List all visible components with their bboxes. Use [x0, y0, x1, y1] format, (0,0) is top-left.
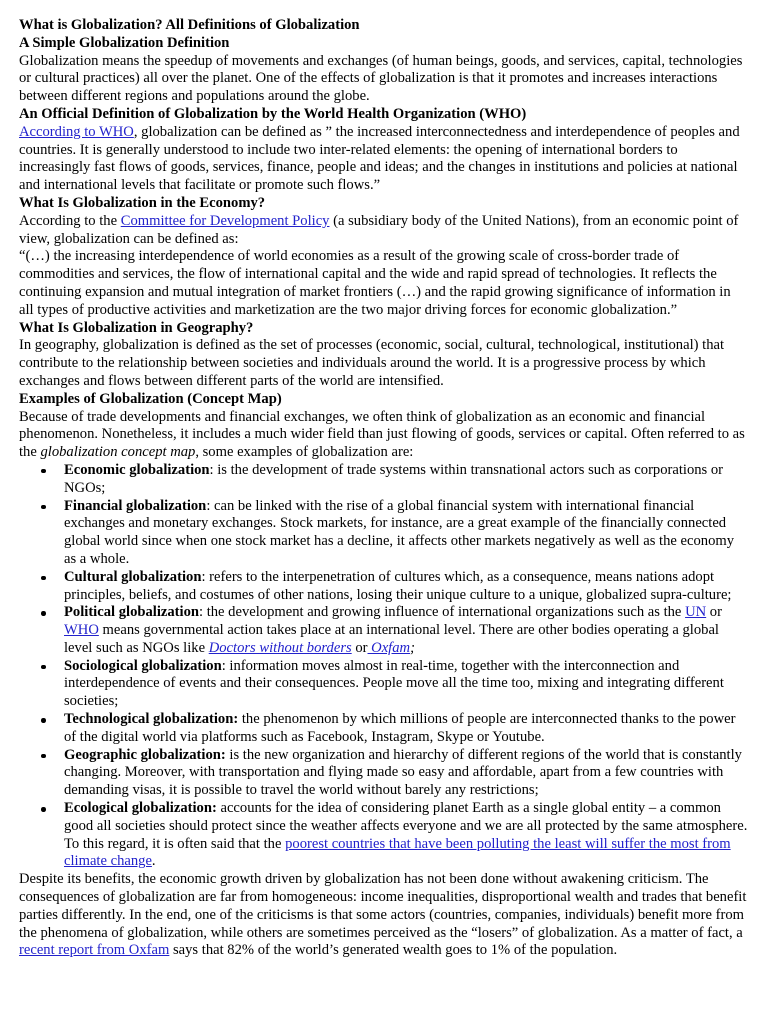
heading-simple-definition: A Simple Globalization Definition: [19, 34, 230, 51]
text-ecological-post: .: [151, 853, 156, 870]
text-political-5: ;: [410, 639, 415, 656]
text-financial: : can be linked with the rise of a global financial system with international financial exchanges and monetary exchanges. Stock markets, for instance, are a great example of the financially connected global world since when one stock market has a decline, it affects other markets negatively as well as the economy as a whole.: [64, 497, 735, 567]
text-technological: the phenomenon by which millions of people are interconnected thanks to the power of the digital world via platforms such as Facebook, Instagram, Skype or Youtube.: [64, 711, 736, 745]
list-item-technological: [64, 711, 748, 747]
economy-intro-post: (a subsidiary body of the United Nations), from an economic point of view, globalization can be defined as:: [19, 212, 739, 247]
examples-intro-emphasis: globalization concept map: [40, 444, 196, 461]
who-definition-text: , globalization can be defined as ” the increased interconnectedness and interdependence of peoples and countries. It is generally understood to include two inter-related elements: the opening of international borders to increasingly fast flows of goods, services, finance, people and ideas; and the changes in institutions and policies at national and international levels that facilitate or promote such flows.”: [19, 123, 740, 194]
list-item-sociological: [64, 658, 748, 711]
text-ecological: accounts for the idea of considering planet Earth as a single global entity – a common good all societies should protect since the weather affects everyone and we are all protected by the same atmosphere. To this regard, it is often said that the: [64, 800, 748, 852]
heading-geography: What Is Globalization in Geography?: [19, 319, 254, 336]
term-ecological: Ecological globalization:: [64, 800, 217, 817]
term-financial: Financial globalization: [64, 497, 207, 514]
criticism-post: says that 82% of the world’s generated wealth goes to 1% of the population.: [169, 942, 618, 959]
term-sociological: Sociological globalization: [64, 657, 222, 674]
list-item-financial: [64, 498, 748, 569]
document-title: What is Globalization? All Definitions of Globalization: [19, 17, 360, 33]
heading-economy: What Is Globalization in the Economy?: [19, 194, 266, 211]
term-technological: Technological globalization:: [64, 711, 239, 728]
link-according-to-who[interactable]: According to WHO: [19, 123, 134, 140]
text-political-4: or: [351, 639, 368, 656]
text-economic: : is the development of trade systems within transnational actors such as corporations or NGOs;: [64, 461, 724, 496]
list-item-political: [64, 604, 748, 657]
paragraph-economy-quote: “(…) the increasing interdependence of world economies as a result of the growing scale of cross-border trade of commodities and services, the flow of international capital and the wide and rapid spread of technologies. It reflects the continuing expansion and mutual integration of market frontiers (…) and the rapid growing significance of information in all types of productive activities and marketization are the two major driving forces for economic globalization.”: [19, 248, 731, 318]
link-poorest-countries[interactable]: poorest countries that have been polluting the least will suffer the most from climate change: [64, 835, 731, 870]
examples-list: [19, 462, 748, 871]
link-committee-for-development-policy[interactable]: Committee for Development Policy: [120, 212, 330, 229]
link-doctors-without-borders-text: Doctors without borders: [208, 639, 352, 656]
text-political-3: means governmental action takes place at an international level. There are other bodies operating a global level such as NGOs like: [64, 622, 719, 656]
term-geographic: Geographic globalization:: [64, 746, 226, 763]
paragraph-criticism: [19, 871, 748, 960]
list-item-economic: [64, 462, 748, 498]
term-economic: Economic globalization: [64, 461, 210, 478]
link-oxfam[interactable]: [368, 640, 411, 656]
text-political-1: : the development and growing influence of international organizations such as the: [199, 604, 686, 621]
term-cultural: Cultural globalization: [64, 568, 202, 585]
term-political: Political globalization: [64, 604, 199, 621]
paragraph-economy-intro: [19, 213, 748, 249]
text-political-2: or: [706, 604, 722, 621]
paragraph-geography: In geography, globalization is defined as the set of processes (economic, social, cultural, technological, institutional) that contribute to the relationship between societies and individuals around the world. It is a progressive process by which exchanges and flows between different parts of the world are intensified.: [19, 337, 725, 389]
criticism-pre: Despite its benefits, the economic growth driven by globalization has not been done without awakening criticism. The consequences of globalization are far from homogeneous: income inequalities, disproportional wealth and trades that benefit parties differently. In the end, one of the criticisms is that some actors (countries, companies, individuals) benefit more from the phenomena of globalization, while others are sometimes perceived as the “losers” of globalization. As a matter of fact, a: [19, 871, 747, 941]
list-item-ecological: [64, 800, 748, 871]
link-who[interactable]: WHO: [64, 622, 99, 639]
link-un[interactable]: UN: [685, 604, 707, 621]
link-oxfam-text: Oxfam: [367, 639, 411, 656]
heading-examples: Examples of Globalization (Concept Map): [19, 390, 282, 407]
paragraph-examples-intro: [19, 409, 748, 462]
heading-who-definition: An Official Definition of Globalization by the World Health Organization (WHO): [19, 105, 527, 122]
text-geographic: is the new organization and hierarchy of different regions of the world that is constantly changing. Moreover, with transportation and flying made so easy and affordable, apart from a few countries with demanding visas, it is possible to travel the world without barely any restrictions;: [64, 746, 742, 799]
text-cultural: : refers to the interpenetration of cultures which, as a consequence, means nations adopt principles, beliefs, and costumes of other nations, losing their unique culture to a unique, globalized supra-culture;: [64, 568, 732, 603]
economy-intro-pre: According to the: [19, 212, 121, 229]
link-recent-report-oxfam[interactable]: recent report from Oxfam: [19, 942, 170, 959]
list-item-cultural: [64, 569, 748, 605]
examples-intro-pre: Because of trade developments and financial exchanges, we often think of globalization as an economic and financial phenomenon. Nonetheless, it includes a much wider field than just flowing of goods, services or capital. Often referred to as the: [19, 408, 745, 461]
link-doctors-without-borders[interactable]: [209, 640, 352, 656]
text-sociological: : information moves almost in real-time, together with the interconnection and interdependence of events and their consequences. People move all the time too, mixing and integrating different societies;: [64, 657, 724, 710]
list-item-geographic: [64, 747, 748, 800]
paragraph-simple-definition: Globalization means the speedup of movements and exchanges (of human beings, goods, and services, capital, technologies or cultural practices) all over the planet. One of the effects of globalization is that it promotes and increases interactions between different regions and populations around the globe.: [19, 52, 743, 105]
paragraph-who-definition: [19, 124, 748, 195]
examples-intro-post: , some examples of globalization are:: [195, 444, 414, 461]
